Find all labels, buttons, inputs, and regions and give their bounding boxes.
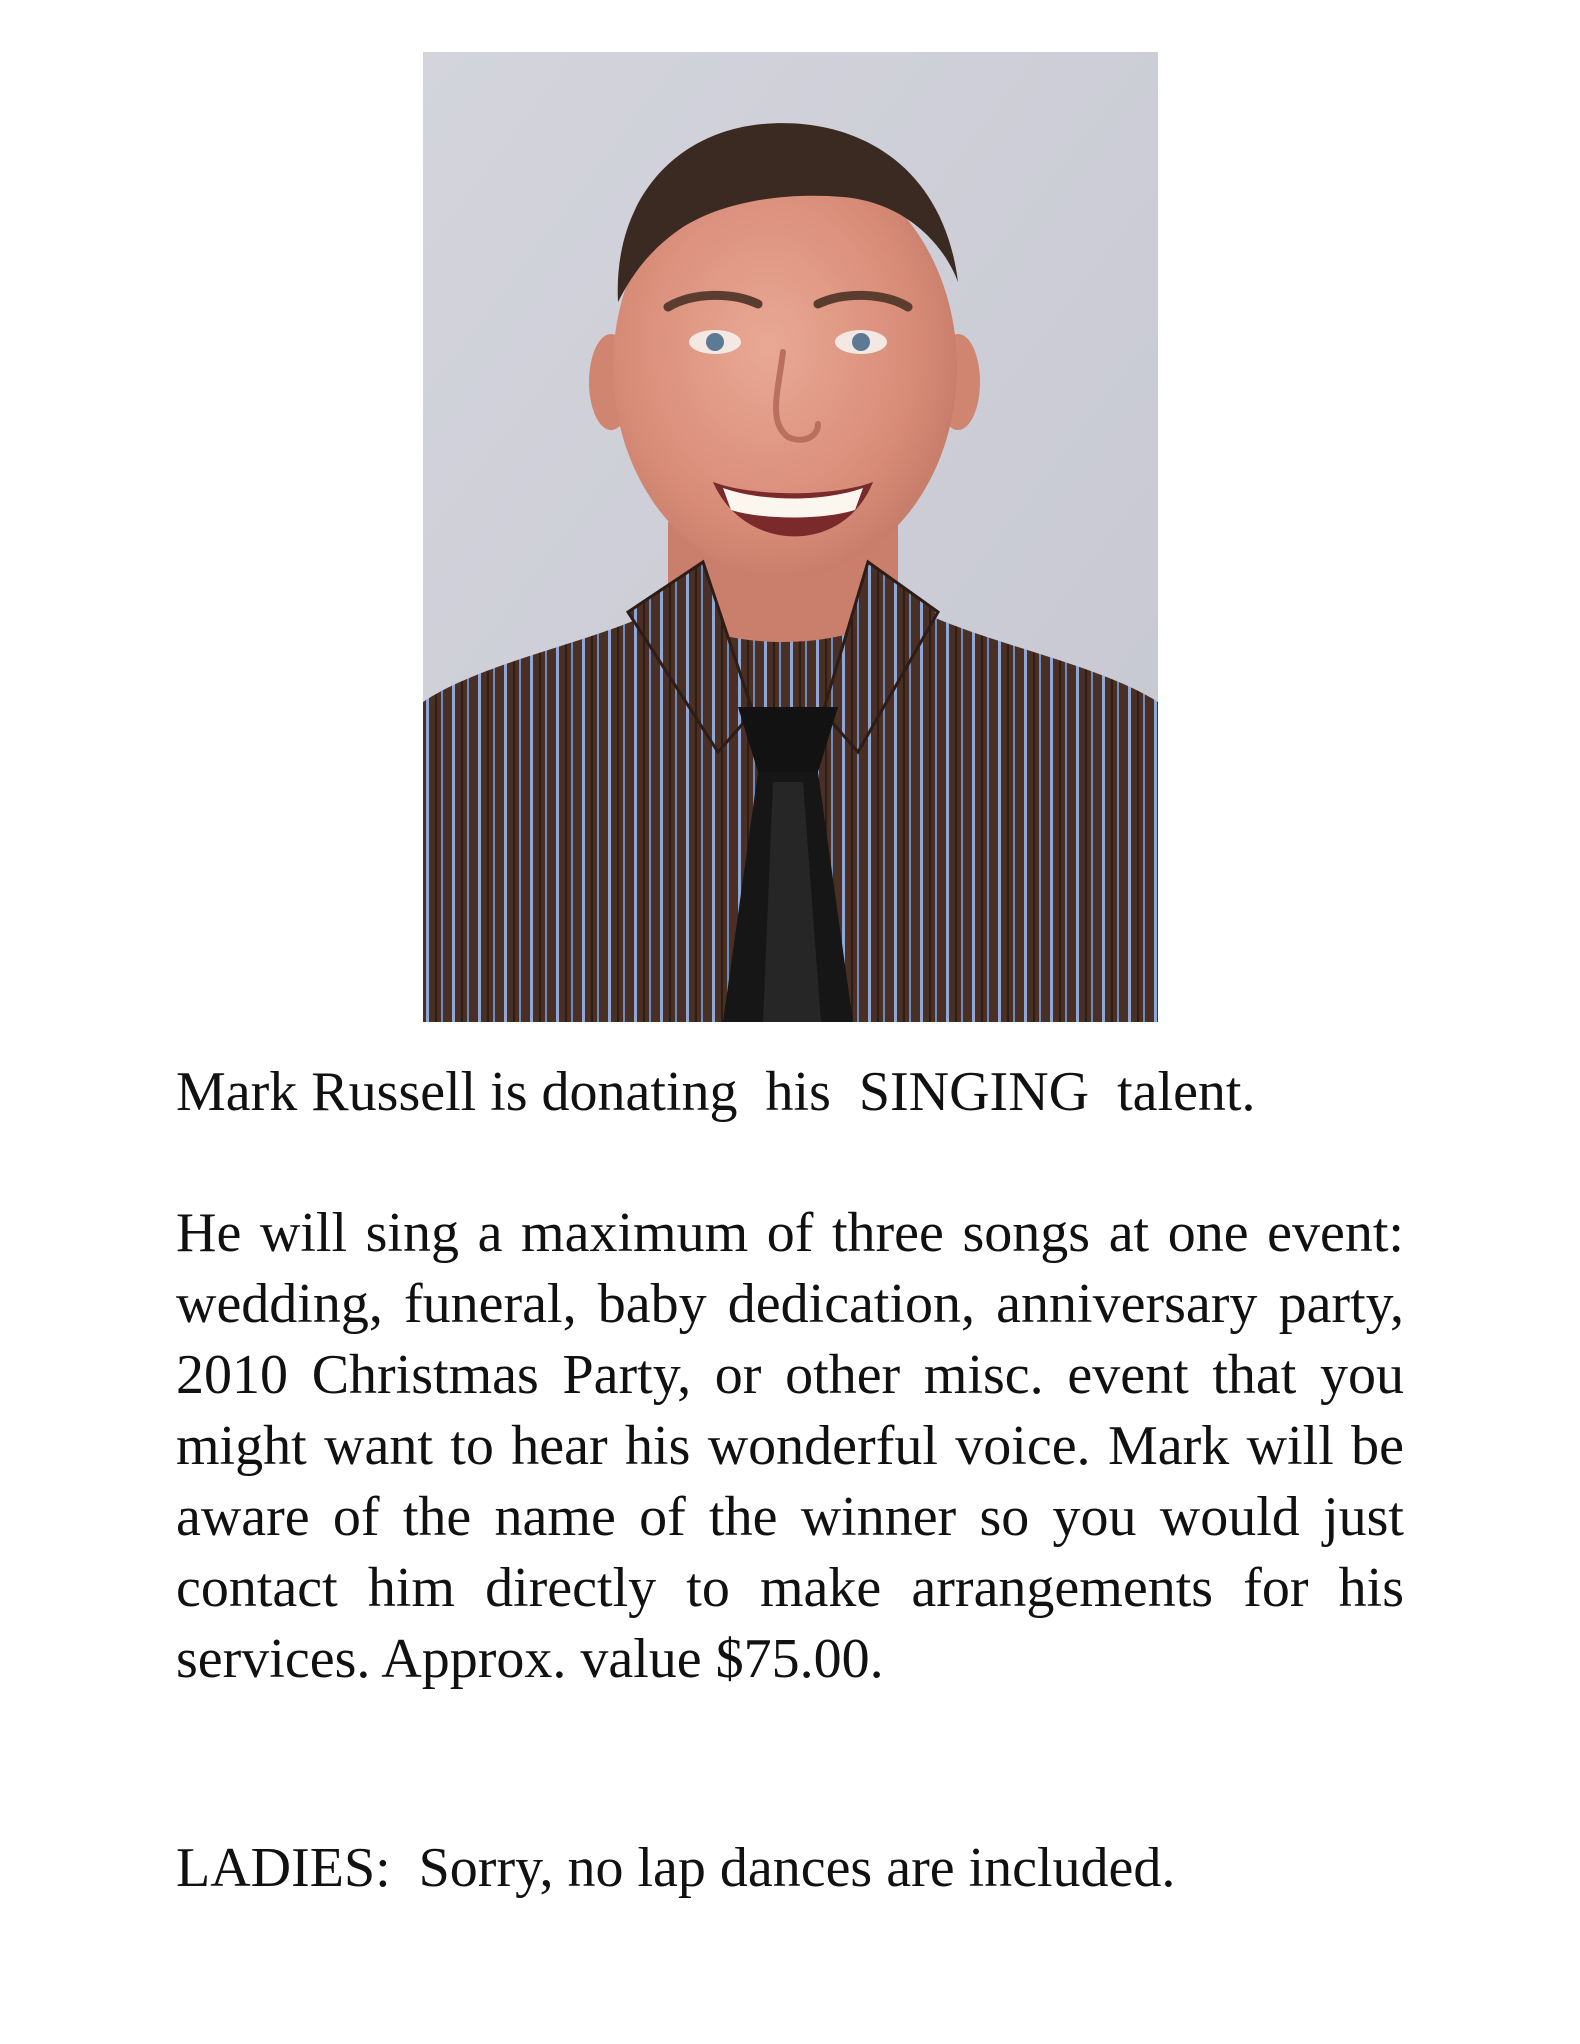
- headline: Mark Russell is donating his SINGING talent.: [176, 1061, 1256, 1123]
- ladies-note: LADIES: Sorry, no lap dances are included.: [176, 1837, 1176, 1899]
- portrait-photo: [423, 52, 1158, 1022]
- description-paragraph: He will sing a maximum of three songs at one event: wedding, funeral, baby dedication, anniversary party, 2010 Christmas Party, or other misc. event that you might want to hear his wonderful voice. Mark will be aware of the name of the winner so you would just contact him directly to make arrangements for his services. Approx. value $75.00.: [176, 1202, 1404, 1690]
